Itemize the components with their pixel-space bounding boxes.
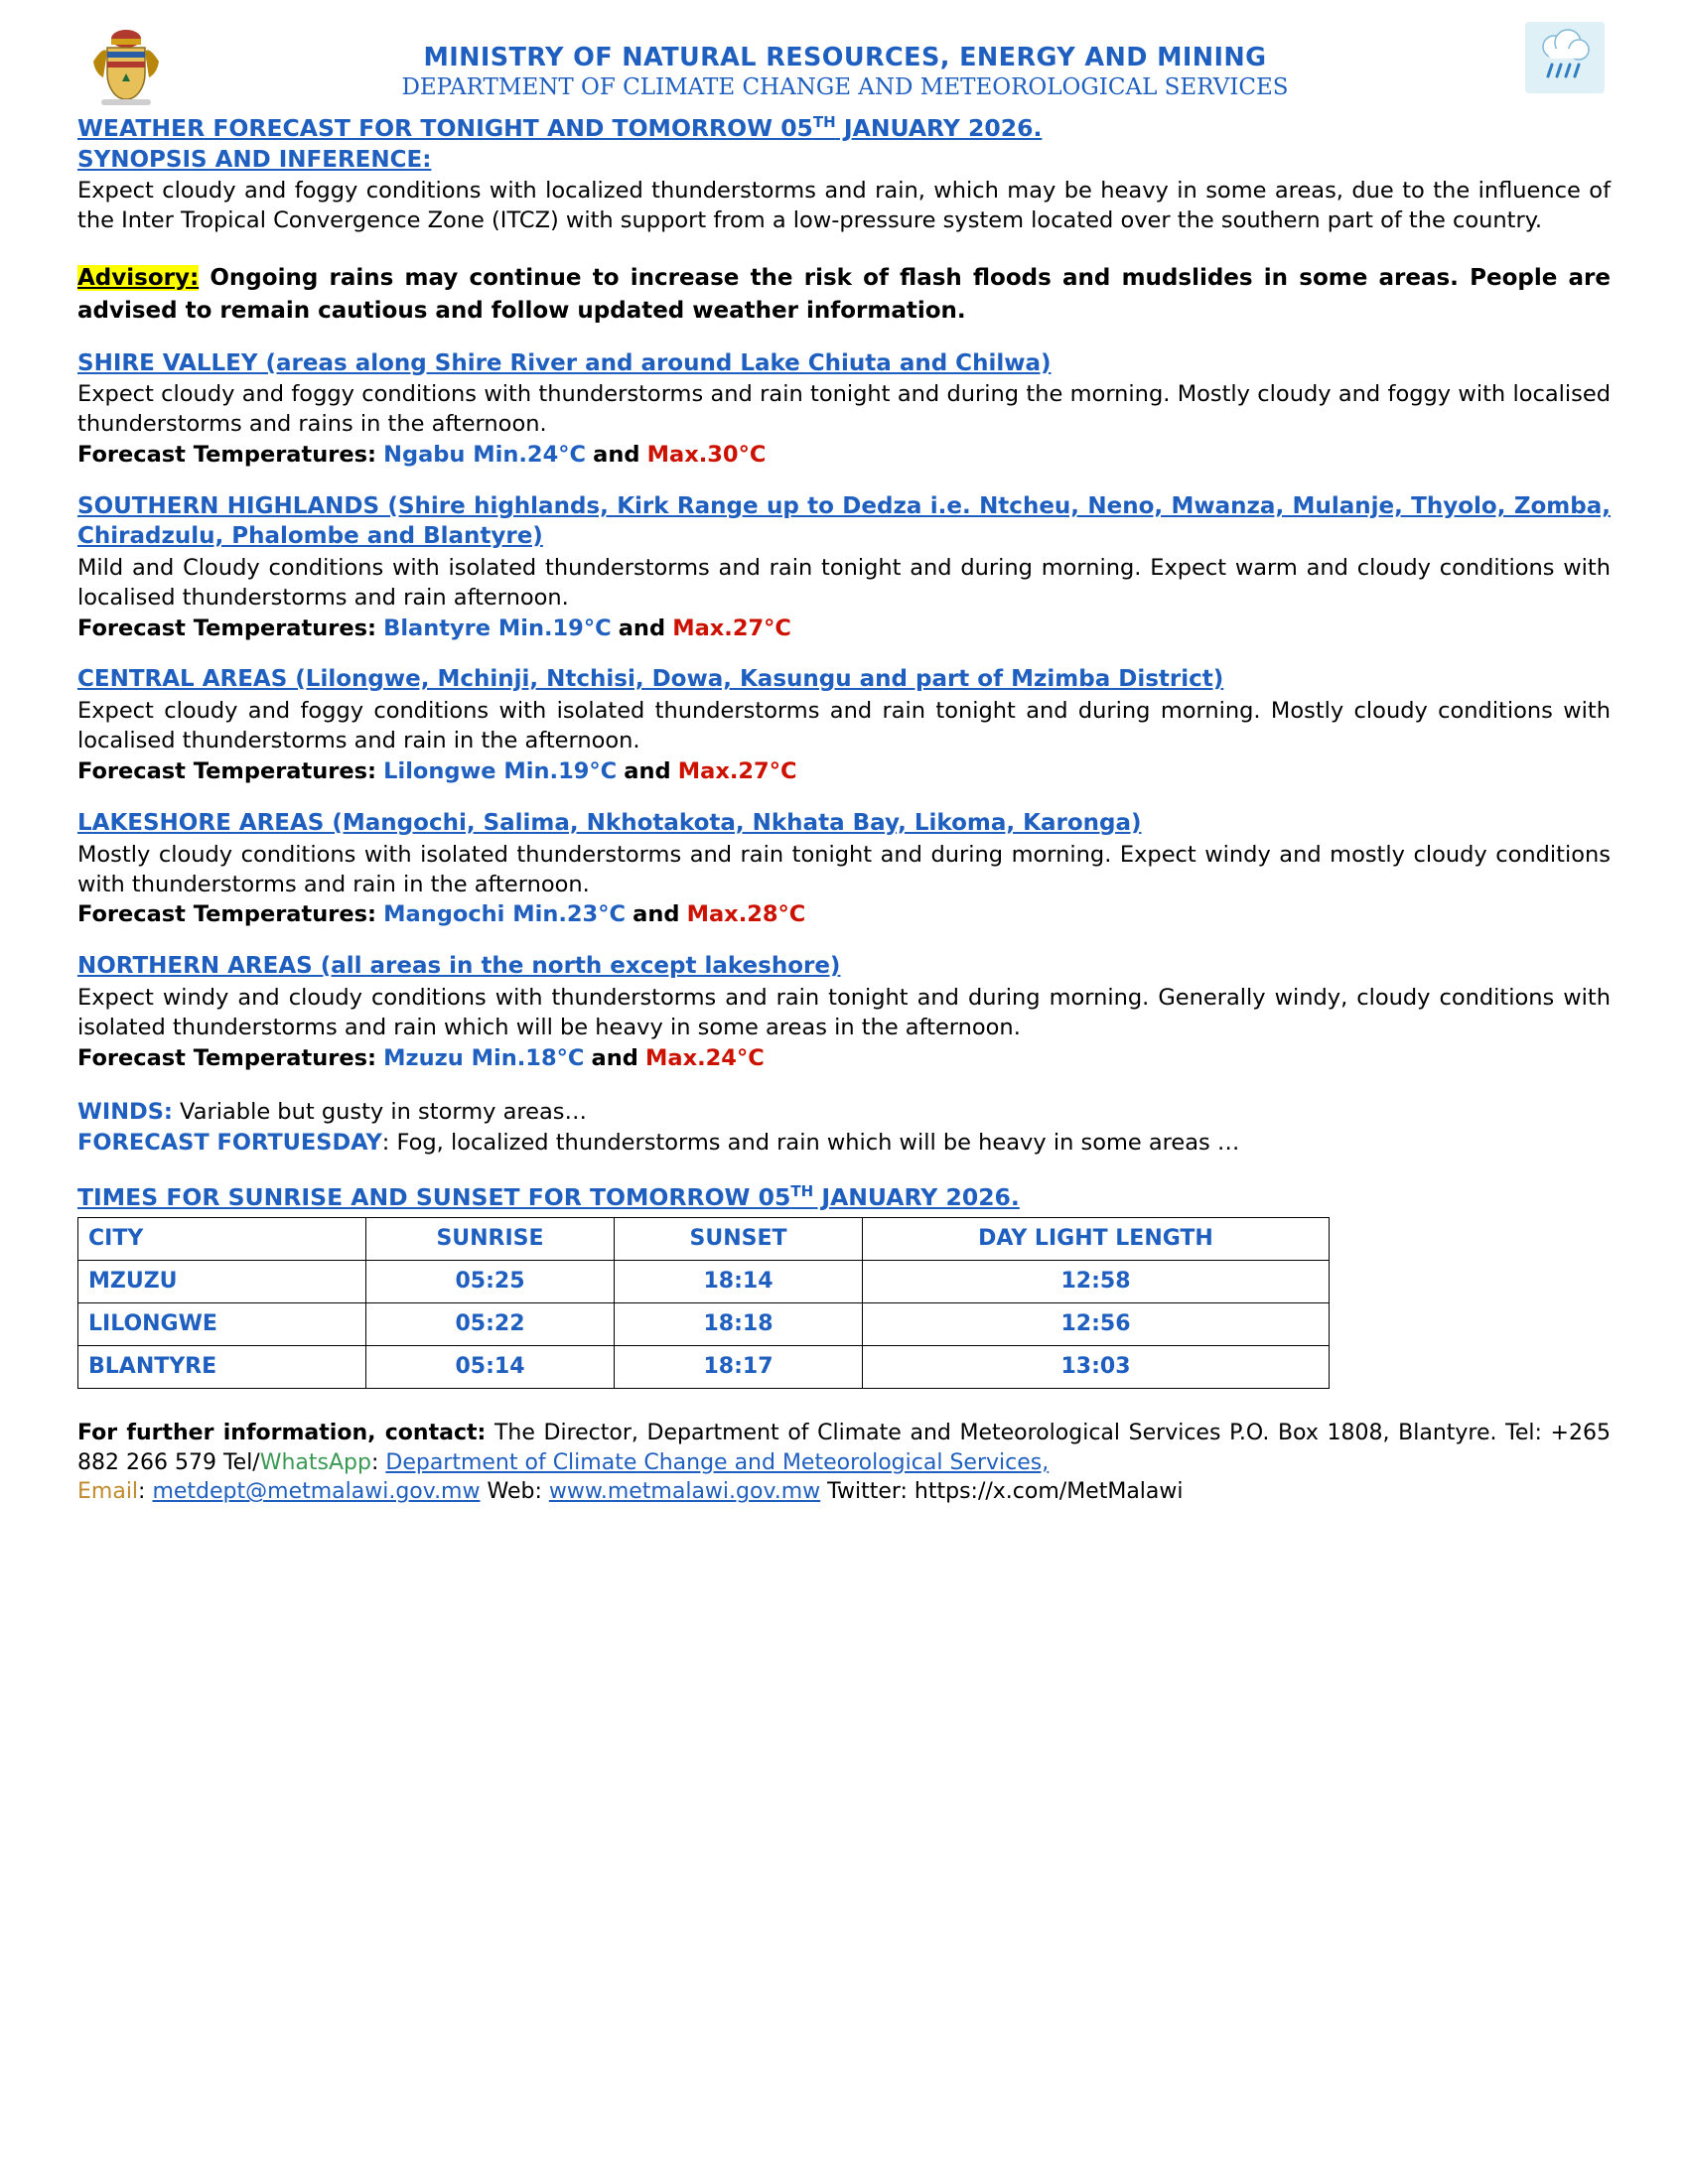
spacer [77,471,1611,492]
page-title-prefix: WEATHER FORECAST FOR TONIGHT AND TOMORROW 05 [77,114,813,142]
department-link[interactable]: Department of Climate Change and Meteorological Services, [385,1449,1050,1475]
region-temps-southern-highlands [77,614,1611,644]
winds-line [77,1098,1611,1128]
spacer [77,236,1611,258]
temp-label: Forecast Temperatures: [77,901,377,928]
department-title: DEPARTMENT OF CLIMATE CHANGE AND METEOROLOGICAL SERVICES [401,74,1289,101]
temp-min: Mzuzu Min.18°C [383,1044,585,1071]
temp-and: and [593,442,640,469]
temp-max: Max.27°C [672,614,791,641]
ministry-title: MINISTRY OF NATURAL RESOURCES, ENERGY AND MINING [423,43,1267,72]
cell-sunset: 18:17 [615,1345,863,1388]
cell-daylight: 12:56 [863,1302,1330,1345]
spacer [77,930,1611,952]
whatsapp-label: WhatsApp [259,1449,371,1475]
temp-label: Forecast Temperatures: [77,1044,377,1071]
sun-table-title [77,1182,1611,1213]
winds-label: WINDS: [77,1098,173,1125]
cell-sunrise: 05:14 [366,1345,615,1388]
spacer [77,1159,1611,1180]
cell-sunset: 18:14 [615,1260,863,1302]
cell-city: LILONGWE [78,1302,366,1345]
spacer [77,643,1611,665]
sun-table-title-suffix: JANUARY 2026. [813,1182,1020,1211]
column-header-city: CITY [78,1217,366,1260]
region-heading-southern-highlands: SOUTHERN HIGHLANDS (Shire highlands, Kirk Range up to Dedza i.e. Ntcheu, Neno, Mwanza, Mulanje, Thyolo, Zomba, Chiradzulu, Phalombe and Blantyre) [77,492,1611,549]
region-body-lakeshore-areas: Mostly cloudy conditions with isolated thunderstorms and rain tonight and during morning. Expect windy and mostly cloudy conditions with thunderstorms and rain in the afternoon. [77,841,1611,897]
temp-max: Max.28°C [686,901,806,928]
twitter-text: Twitter: https://x.com/MetMalawi [820,1479,1184,1505]
region-heading-lakeshore-areas: LAKESHORE AREAS (Mangochi, Salima, Nkhotakota, Nkhata Bay, Likoma, Karonga) [77,809,1142,836]
region-body-northern-areas: Expect windy and cloudy conditions with thunderstorms and rain tonight and during morning. Generally windy, cloudy conditions with isolated thunderstorms and rain which will be heavy in some areas in the afternoon. [77,985,1611,1040]
spacer [77,328,1611,349]
temp-and: and [633,901,680,928]
winds-text: Variable but gusty in stormy areas… [172,1098,587,1125]
advisory-text: Ongoing rains may continue to increase the risk of flash floods and mudslides in some areas. People are advised to remain cautious and follow updated weather information. [77,265,1611,324]
region-temps-lakeshore-areas [77,900,1611,930]
document-body [77,113,1611,1507]
header-titles [165,22,1525,102]
contact-text: The Director, Department of Climate and Meteorological Services P.O. Box 1808, Blantyre. Tel: +265 882 266 579 Tel/ [77,1420,1611,1475]
synopsis-heading: SYNOPSIS AND INFERENCE: [77,147,432,174]
forecast-tuesday-line [77,1129,1611,1159]
forecast-tuesday-label: FORECAST FORTUESDAY [77,1130,382,1157]
cell-sunrise: 05:22 [366,1302,615,1345]
region-heading-northern-areas: NORTHERN AREAS (all areas in the north except lakeshore) [77,953,841,980]
region-heading-central-areas: CENTRAL AREAS (Lilongwe, Mchinji, Ntchisi, Dowa, Kasungu and part of Mzimba District) [77,666,1224,693]
advisory-tag: Advisory: [77,265,200,292]
contact-label: For further information, contact: [77,1420,487,1445]
temp-and: and [618,614,666,641]
cell-city: MZUZU [78,1260,366,1302]
footer-contact [77,1419,1611,1507]
temp-min: Ngabu Min.24°C [383,442,586,469]
rain-cloud-logo-icon [1525,22,1605,93]
synopsis-text: Expect cloudy and foggy conditions with localized thunderstorms and rain, which may be heavy in some areas, due to the influence of the Inter Tropical Convergence Zone (ITCZ) with support from a low-pressure system located over the southern part of the country. [77,178,1611,234]
column-header-sunset: SUNSET [615,1217,863,1260]
page-title [77,113,1611,144]
document-header [77,22,1611,107]
page-title-suffix: JANUARY 2026. [835,114,1043,142]
temp-max: Max.24°C [645,1044,765,1071]
temp-and: and [591,1044,638,1071]
temp-label: Forecast Temperatures: [77,758,377,784]
sun-table-title-sup: TH [790,1182,814,1201]
temp-max: Max.27°C [677,758,797,784]
spacer [77,787,1611,809]
sunrise-sunset-table [77,1217,1330,1389]
cell-sunrise: 05:25 [366,1260,615,1302]
sun-table-title-prefix: TIMES FOR SUNRISE AND SUNSET FOR TOMORROW 05 [77,1182,791,1211]
region-body-southern-highlands: Mild and Cloudy conditions with isolated thunderstorms and rain tonight and during morning. Expect warm and cloudy conditions with localised thunderstorms and rain afternoon. [77,554,1611,611]
temp-min: Blantyre Min.19°C [383,614,612,641]
region-body-central-areas: Expect cloudy and foggy conditions with isolated thunderstorms and rain tonight and during morning. Mostly cloudy conditions with localised thunderstorms and rain in the afternoon. [77,698,1611,754]
forecast-tuesday-text: : Fog, localized thunderstorms and rain which will be heavy in some areas … [381,1130,1240,1157]
website-link[interactable]: www.metmalawi.gov.mw [548,1479,821,1505]
table-row [78,1260,1330,1302]
table-row [78,1345,1330,1388]
column-header-daylight: DAY LIGHT LENGTH [863,1217,1330,1260]
whatsapp-colon: : [370,1449,386,1475]
cell-sunset: 18:18 [615,1302,863,1345]
web-label: Web: [480,1479,549,1505]
region-heading-shire-valley: SHIRE VALLEY (areas along Shire River and around Lake Chiuta and Chilwa) [77,349,1052,376]
region-temps-shire-valley [77,441,1611,471]
temp-label: Forecast Temperatures: [77,442,377,469]
column-header-sunrise: SUNRISE [366,1217,615,1260]
advisory-block [77,262,1611,327]
cell-daylight: 13:03 [863,1345,1330,1388]
table-header-row [78,1217,1330,1260]
email-link[interactable]: metdept@metmalawi.gov.mw [152,1479,481,1505]
temp-min: Lilongwe Min.19°C [383,758,618,784]
malawi-coat-of-arms-icon [87,22,165,107]
temp-and: and [624,758,671,784]
cell-city: BLANTYRE [78,1345,366,1388]
email-colon: : [138,1479,153,1505]
region-body-shire-valley: Expect cloudy and foggy conditions with thunderstorms and rain tonight and during the morning. Mostly cloudy and foggy with localised thunderstorms and rains in the afternoon. [77,381,1611,438]
temp-max: Max.30°C [646,442,767,469]
spacer [77,1074,1611,1096]
cell-daylight: 12:58 [863,1260,1330,1302]
page-title-sup: TH [812,113,836,132]
temp-min: Mangochi Min.23°C [383,901,626,928]
table-row [78,1302,1330,1345]
region-temps-northern-areas [77,1044,1611,1074]
temp-label: Forecast Temperatures: [77,614,377,641]
email-label: Email [77,1479,139,1505]
region-temps-central-areas [77,757,1611,787]
